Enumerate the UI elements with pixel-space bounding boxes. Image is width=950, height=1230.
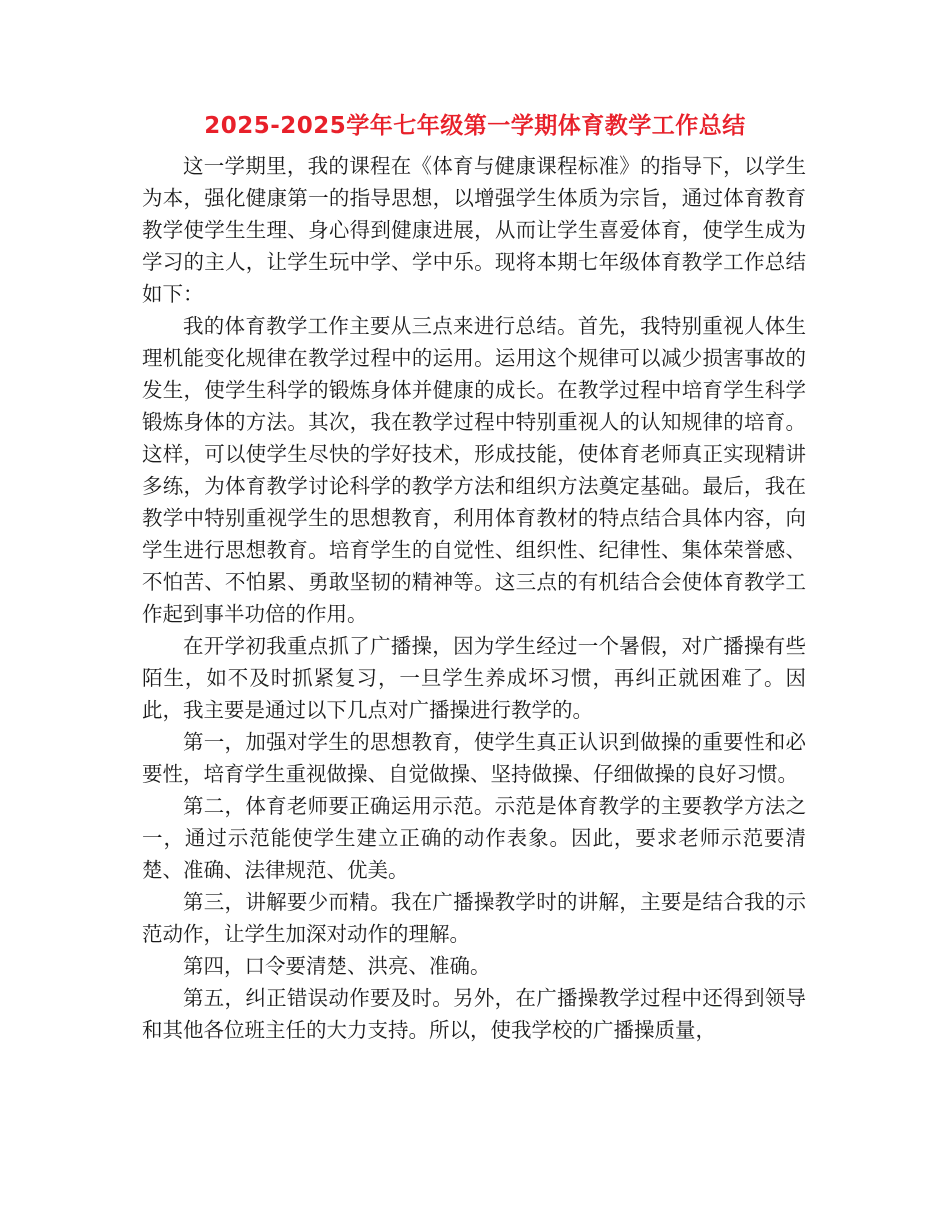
paragraph-three-points: 我的体育教学工作主要从三点来进行总结。首先，我特别重视人体生理机能变化规律在教学过程中的运用。运用这个规律可以减少损害事故的发生，使学生科学的锻炼身体并健康的成长。在教学过程中培育学生科学锻炼身体的方法。其次，我在教学过程中特别重视人的认知规律的培育。这样，可以使学生尽快的学好技术，形成技能，使体育老师真正实现精讲多练，为体育教学讨论科学的教学方法和组织方法奠定基础。最后，我在教学中特别重视学生的思想教育，利用体育教材的特点结合具体内容，向学生进行思想教育。培育学生的自觉性、组织性、纪律性、集体荣誉感、不怕苦、不怕累、勇敢坚韧的精神等。这三点的有机结合会使体育教学工作起到事半功倍的作用。 [142, 314, 806, 626]
paragraph-point-one: 第一，加强对学生的思想教育，使学生真正认识到做操的重要性和必要性，培育学生重视做操、自觉做操、坚持做操、仔细做操的良好习惯。 [142, 730, 806, 786]
paragraph-point-five: 第五，纠正错误动作要及时。另外，在广播操教学过程中还得到领导和其他各位班主任的大力支持。所以，使我学校的广播操质量， [142, 986, 806, 1042]
paragraph-point-three: 第三，讲解要少而精。我在广播操教学时的讲解，主要是结合我的示范动作，让学生加深对动作的理解。 [142, 890, 806, 946]
paragraph-point-two: 第二，体育老师要正确运用示范。示范是体育教学的主要教学方法之一，通过示范能使学生建立正确的动作表象。因此，要求老师示范要清楚、准确、法律规范、优美。 [142, 794, 806, 882]
document-title: 2025-2025学年七年级第一学期体育教学工作总结 [204, 113, 746, 139]
paragraph-point-four: 第四，口令要清楚、洪亮、准确。 [183, 954, 491, 978]
paragraph-broadcast-exercise: 在开学初我重点抓了广播操，因为学生经过一个暑假，对广播操有些陌生，如不及时抓紧复习，一旦学生养成坏习惯，再纠正就困难了。因此，我主要是通过以下几点对广播操进行教学的。 [142, 634, 806, 722]
paragraph-intro: 这一学期里，我的课程在《体育与健康课程标准》的指导下，以学生为本，强化健康第一的指导思想，以增强学生体质为宗旨，通过体育教育教学使学生生理、身心得到健康进展，从而让学生喜爱体育，使学生成为学习的主人，让学生玩中学、学中乐。现将本期七年级体育教学工作总结如下： [142, 154, 806, 306]
document-body [142, 150, 806, 1046]
